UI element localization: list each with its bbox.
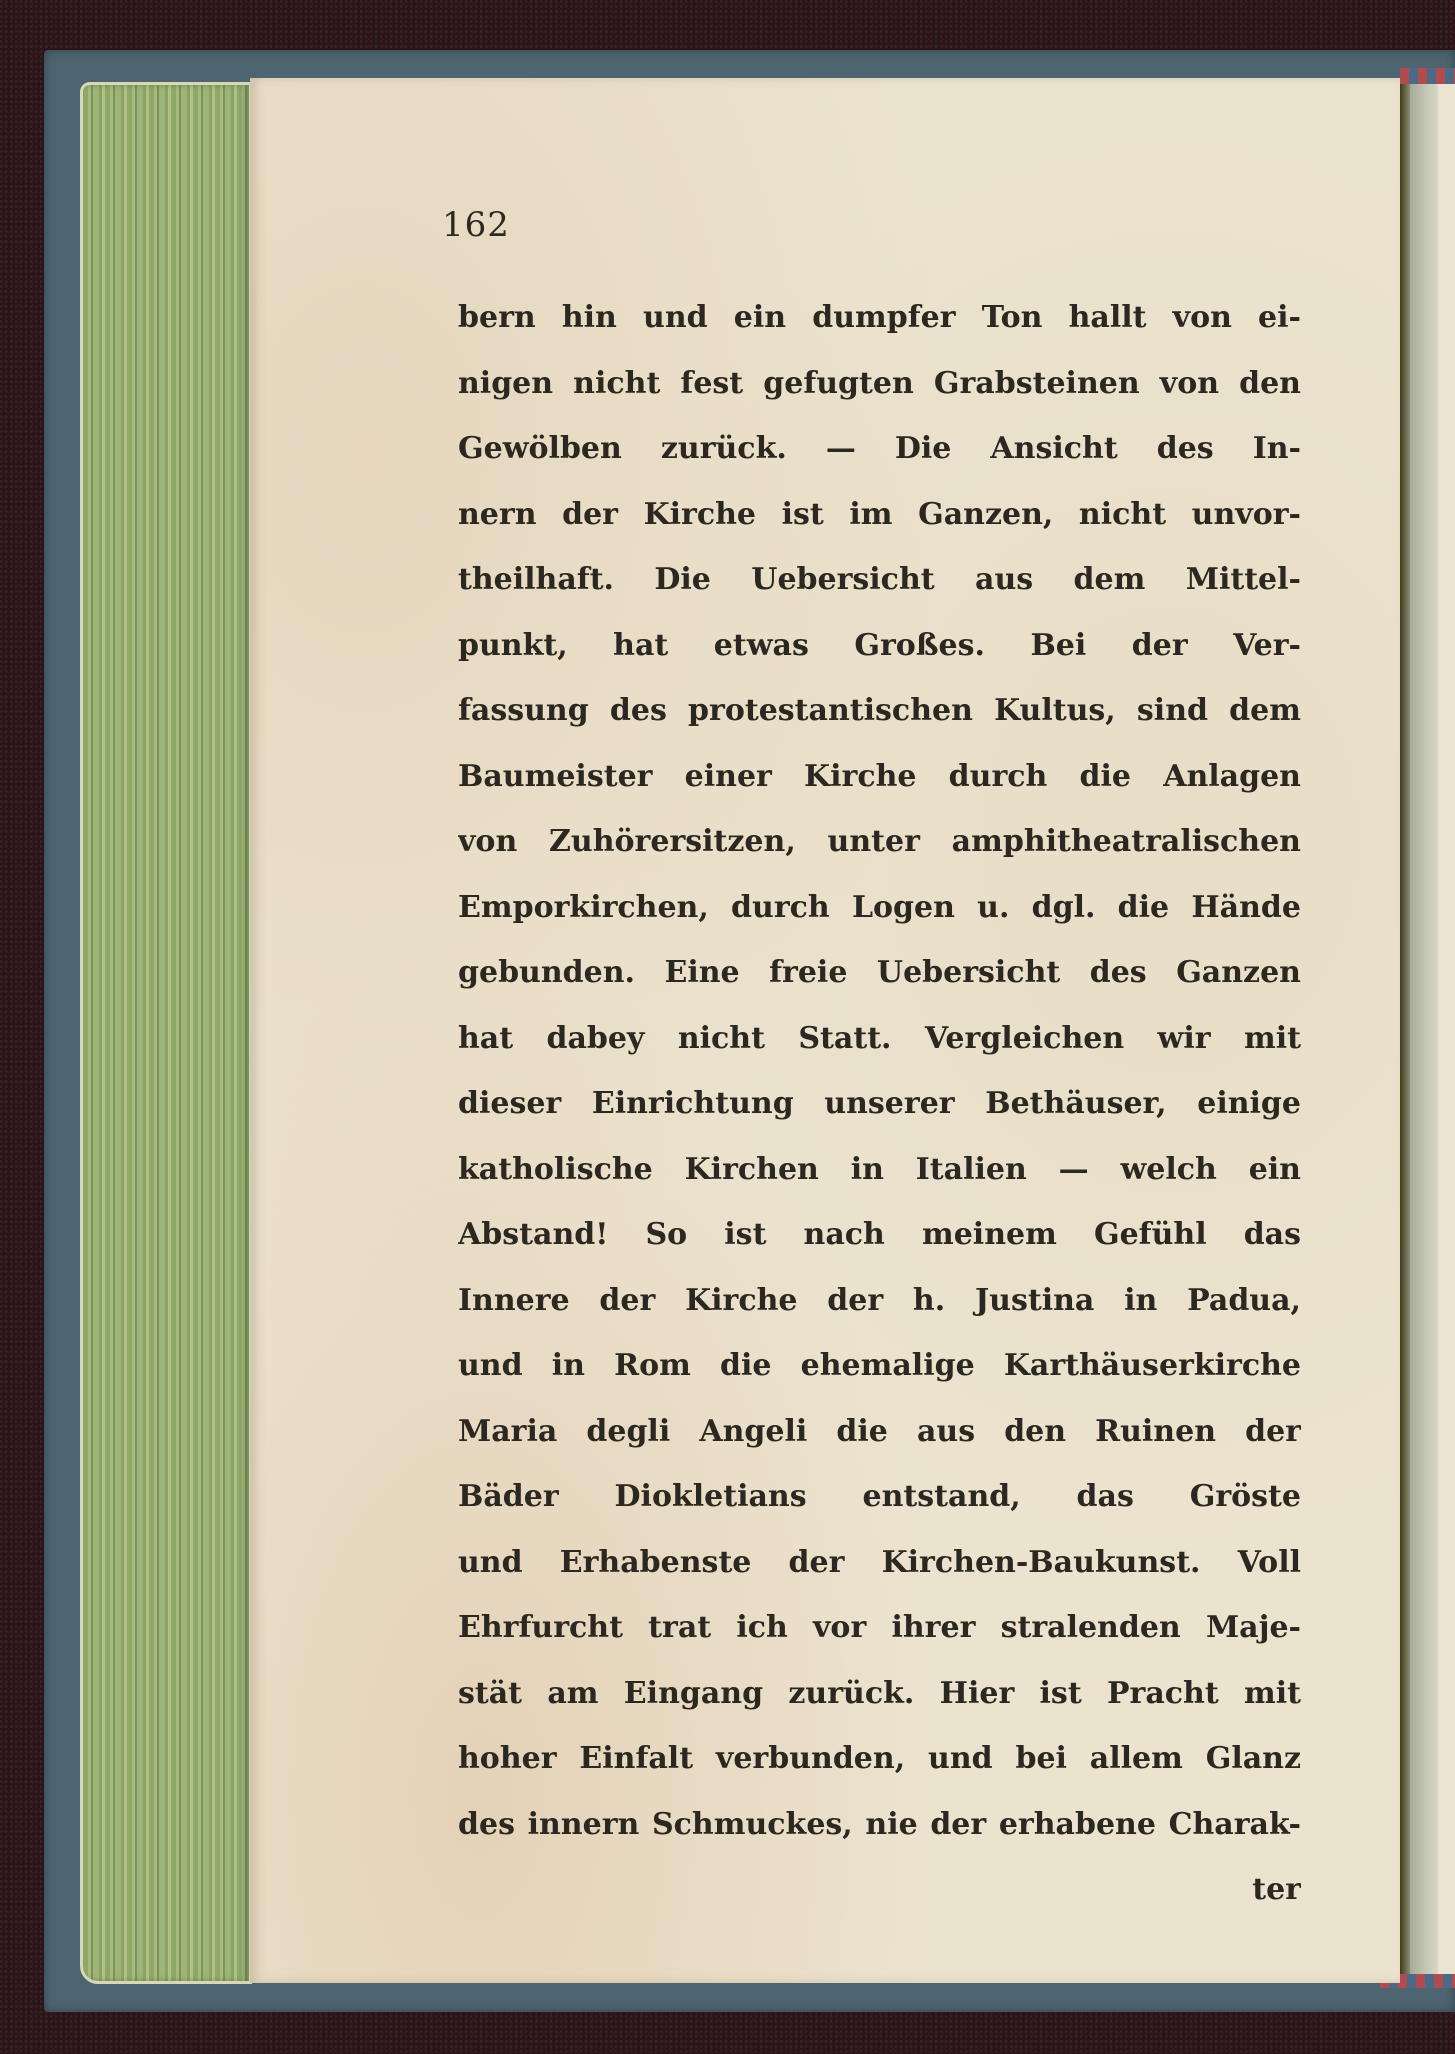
text-line: und Erhabenste der Kirchen-Baukunst. Voll (458, 1544, 1301, 1580)
text-line: Maria degli Angeli die aus den Ruinen der (458, 1413, 1301, 1449)
text-line: und in Rom die ehemalige Karthäuserkirche (458, 1348, 1301, 1383)
text-line: Baumeister einer Kirche durch die Anlagen (458, 758, 1301, 794)
text-line: katholische Kirchen in Italien — welch ein (458, 1151, 1301, 1187)
catchword: ter (1252, 1872, 1301, 1907)
text-line: nigen nicht fest gefugten Grabsteinen von den (458, 365, 1301, 401)
text-line: Bäder Diokletians entstand, das Gröste (458, 1479, 1301, 1514)
headband-top (1400, 68, 1455, 84)
facing-page-edge (1438, 84, 1455, 1974)
text-line: des innern Schmuckes, nie der erhabene Charak- (458, 1806, 1301, 1842)
text-line: punkt, hat etwas Großes. Bei der Ver- (458, 627, 1301, 663)
page-number: 162 (442, 205, 510, 245)
text-line: von Zuhörersitzen, unter amphitheatralischen (458, 824, 1301, 859)
text-line: dieser Einrichtung unserer Bethäuser, einige (458, 1086, 1301, 1121)
text-line: fassung des protestantischen Kultus, sind dem (458, 693, 1301, 728)
text-line: Ehrfurcht trat ich vor ihrer stralenden Maje- (458, 1610, 1301, 1645)
text-line: hoher Einfalt verbunden, und bei allem Glanz (458, 1741, 1301, 1776)
text-line: Abstand! So ist nach meinem Gefühl das (458, 1217, 1301, 1252)
text-line: Gewölben zurück. — Die Ansicht des In- (458, 431, 1301, 466)
gutter (1400, 84, 1410, 1974)
text-line: stät am Eingang zurück. Hier ist Pracht mit (458, 1675, 1301, 1711)
body-text (458, 285, 1301, 1923)
text-line: gebunden. Eine freie Uebersicht des Ganzen (458, 955, 1301, 990)
text-line: nern der Kirche ist im Ganzen, nicht unvor- (458, 496, 1301, 532)
gutter-shadow (1410, 84, 1438, 1974)
text-line: Emporkirchen, durch Logen u. dgl. die Hände (458, 889, 1301, 925)
text-line: Innere der Kirche der h. Justina in Padua, (458, 1282, 1301, 1318)
text-line: bern hin und ein dumpfer Ton hallt von ei- (458, 300, 1301, 335)
text-line: hat dabey nicht Statt. Vergleichen wir mit (458, 1020, 1301, 1056)
page-edges (80, 82, 252, 1984)
text-line: theilhaft. Die Uebersicht aus dem Mittel- (458, 562, 1301, 597)
